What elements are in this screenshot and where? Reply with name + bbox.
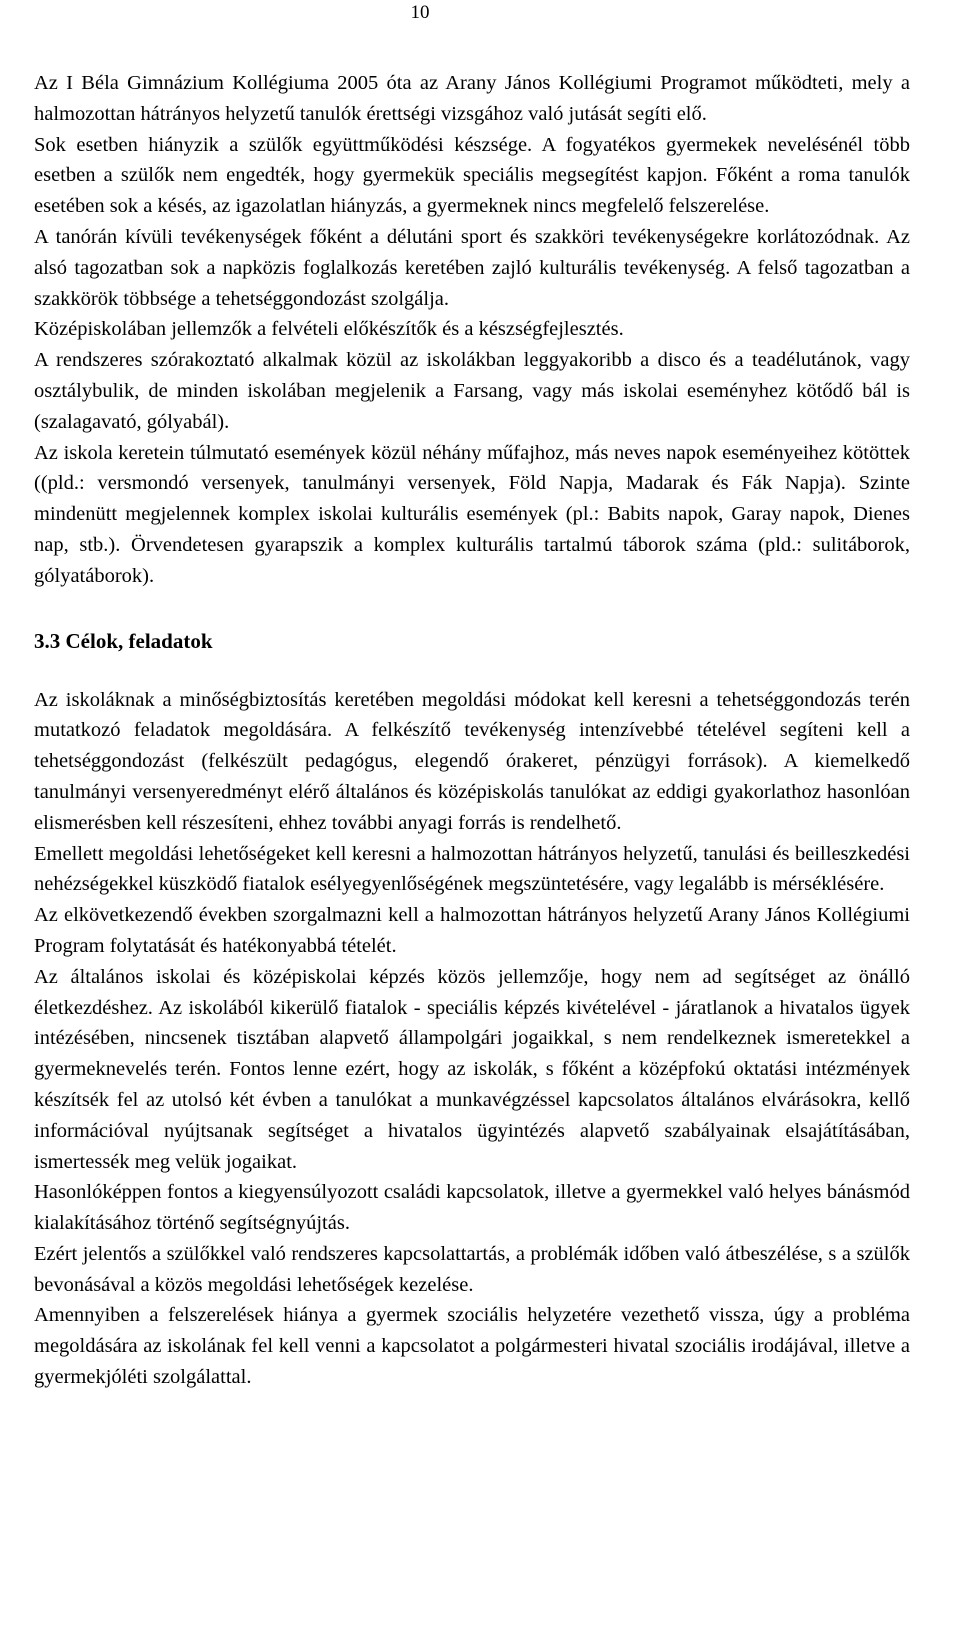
page-number: 10: [410, 2, 430, 23]
paragraph: A tanórán kívüli tevékenységek főként a délutáni sport és szakköri tevékenységekre korlátozódnak. Az alsó tagozatban sok a napközis foglalkozás keretében zajló kulturális tevékenység. A felső tagozatban a szakkörök többsége a tehetséggondozást szolgálja.: [34, 225, 910, 310]
section-heading: 3.3 Célok, feladatok: [34, 628, 213, 653]
paragraph: Középiskolában jellemzők a felvételi előkészítők és a készségfejlesztés.: [34, 318, 624, 341]
paragraph: Az elkövetkezendő években szorgalmazni kell a halmozottan hátrányos helyzetű Arany János Kollégiumi Program folytatását és hatékonyabbá tételét.: [34, 904, 910, 957]
paragraph: Az I Béla Gimnázium Kollégiuma 2005 óta az Arany János Kollégiumi Programot működteti, mely a halmozottan hátrányos helyzetű tanulók érettségi vizsgához való jutását segíti elő.: [34, 72, 910, 125]
document-body: [34, 68, 910, 1393]
paragraph: Az iskoláknak a minőségbiztosítás keretében megoldási módokat kell keresni a tehetséggondozás terén mutatkozó feladatok megoldására. A felkészítő tevékenység intenzívebbé tételével segíteni kell a tehetséggondozást (felkészült pedagógus, elegendő órakeret, pénzügyi források). A kiemelkedő tanulmányi versenyeredményt elérő általános és középiskolás tanulókat az eddigi gyakorlathoz hasonlóan elismerésben kell részesíteni, ehhez további anyagi forrás is rendelhető.: [34, 688, 910, 834]
paragraph: Az általános iskolai és középiskolai képzés közös jellemzője, hogy nem ad segítséget az önálló életkezdéshez. Az iskolából kikerülő fiatalok - speciális képzés kivételével - járatlanok a hivatalos ügyek intézésében, nincsenek tisztában alapvető állampolgári jogaikkal, s nem rendelkeznek ismeretekkel a gyermeknevelés terén. Fontos lenne ezért, hogy az iskolák, s főként a középfokú oktatási intézmények készítsék fel az utolsó két évben a tanulókat a munkavégzéssel kapcsolatos általános elvárásokra, kellő információval nyújtsanak segítséget a hivatalos ügyintézés alapvető szabályainak elsajátításában, ismertessék meg velük jogaikat.: [34, 965, 910, 1173]
paragraph: Hasonlóképpen fontos a kiegyensúlyozott családi kapcsolatok, illetve a gyermekkel való helyes bánásmód kialakításához történő segítségnyújtás.: [34, 1181, 910, 1235]
paragraph: Sok esetben hiányzik a szülők együttműködési készsége. A fogyatékos gyermekek nevelésénél több esetben a szülők nem engedték, hogy gyermekük speciális megsegítést kapjon. Főként a roma tanulók esetében sok a késés, az igazolatlan hiányzás, a gyermeknek nincs megfelelő felszerelése.: [34, 133, 910, 218]
paragraph: Emellett megoldási lehetőségeket kell keresni a halmozottan hátrányos helyzetű, tanulási és beilleszkedési nehézségekkel küszködő fiatalok esélyegyenlőségének megszüntetésére, vagy legalább is mérséklésére.: [34, 842, 910, 896]
paragraph: Ezért jelentős a szülőkkel való rendszeres kapcsolattartás, a problémák időben való átbeszélése, s a szülők bevonásával a közös megoldási lehetőségek kezelése.: [34, 1242, 910, 1296]
paragraph: A rendszeres szórakoztató alkalmak közül az iskolákban leggyakoribb a disco és a teadélutánok, vagy osztálybulik, de minden iskolában megjelenik a Farsang, vagy más iskolai eseményhez kötődő bál is (szalagavató, gólyabál).: [34, 349, 910, 433]
paragraph: Az iskola keretein túlmutató események közül néhány műfajhoz, más neves napok eseményeihez kötöttek ((pld.: versmondó versenyek, tanulmányi versenyek, Föld Napja, Madarak és Fák Napja). Szinte mindenütt megjelennek komplex iskolai kulturális események (pl.: Babits napok, Garay napok, Dienes nap, stb.). Örvendetesen gyarapszik a komplex kulturális tartalmú táborok száma (pld.: sulitáborok, gólyatáborok).: [34, 441, 910, 587]
paragraph: Amennyiben a felszerelések hiánya a gyermek szociális helyzetére vezethető vissza, úgy a probléma megoldására az iskolának fel kell venni a kapcsolatot a polgármesteri hivatal szociális irodájával, illetve a gyermekjóléti szolgálattal.: [34, 1304, 910, 1389]
